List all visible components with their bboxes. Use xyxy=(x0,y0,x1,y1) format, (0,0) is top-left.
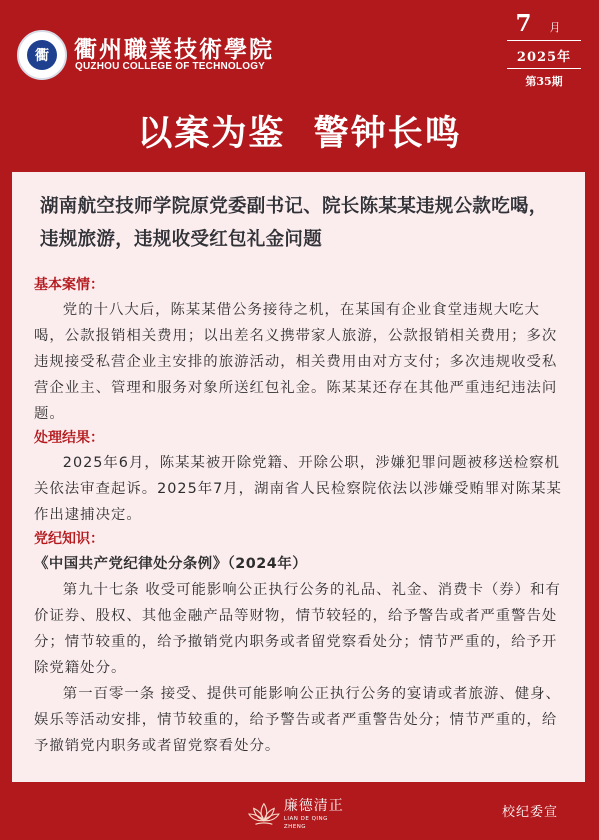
law-title: 《中国共产党纪律处分条例》（2024年） xyxy=(34,556,308,572)
footer-brand-pinyin: LIAN DE QING ZHENG xyxy=(283,815,328,830)
section-party-discipline xyxy=(34,528,563,759)
issue-year: 2025年 xyxy=(516,50,572,65)
footer-org: 校纪委宣 xyxy=(502,805,559,820)
paragraph: 第一百零一条 接受、提供可能影响公正执行公务的宴请或者旅游、健身、娱乐等活动安排，情节较重的，给予警告或者严重警告处分；情节严重的，给予撤销党内职务或者留党察看处分。 xyxy=(34,686,561,754)
paragraph: 2025年6月，陈某某被开除党籍、开除公职，涉嫌犯罪问题被移送检察机关依法审查起诉。2025年7月，湖南省人民检察院依法以涉嫌受贿罪对陈某某作出逮捕决定。 xyxy=(34,455,562,523)
section-heading: 基本案情： xyxy=(34,277,104,293)
college-name-en: QUZHOU COLLEGE OF TECHNOLOGY xyxy=(75,61,266,72)
issue-info xyxy=(503,11,585,89)
issue-divider xyxy=(507,40,581,41)
footer-brand xyxy=(248,794,348,834)
case-card xyxy=(12,172,585,782)
issue-number: 第35期 xyxy=(525,75,563,88)
section-basic-facts xyxy=(34,274,563,427)
page-title: 以案为鉴 警钟长鸣 xyxy=(137,114,462,154)
paragraph: 党的十八大后，陈某某借公务接待之机，在某国有企业食堂违规大吃大喝，公款报销相关费用；以出差名义携带家人旅游，公款报销相关费用；多次违规接受私营企业主安排的旅游活动，相关费用由对方支付；多次违规收受私营企业主、管理和服务对象所送红包礼金。陈某某还存在其他严重违纪违法问题。 xyxy=(34,302,558,422)
section-heading: 党纪知识： xyxy=(34,531,104,547)
section-outcome xyxy=(34,427,563,528)
section-heading: 处理结果： xyxy=(34,430,104,446)
issue-month-unit: 月 xyxy=(549,21,561,34)
issue-month: 7 xyxy=(515,10,532,37)
issue-divider xyxy=(507,68,581,69)
college-name-cn: 衢州職業技術學院 xyxy=(74,36,274,63)
case-title: 湖南航空技师学院原党委副书记、院长陈某某违规公款吃喝，违规旅游，违规收受红包礼金问题 xyxy=(40,196,548,250)
paragraph: 第九十七条 收受可能影响公正执行公务的礼品、礼金、消费卡（券）和有价证券、股权、其他金融产品等财物，情节较轻的，给予警告或者严重警告处分；情节较重的，给予撤销党内职务或者留党察看处分；情节严重的，给予开除党籍处分。 xyxy=(34,582,561,676)
college-emblem-icon: 衢 xyxy=(17,30,67,80)
lotus-icon xyxy=(248,799,280,829)
footer-brand-name: 廉德清正 xyxy=(283,797,344,814)
